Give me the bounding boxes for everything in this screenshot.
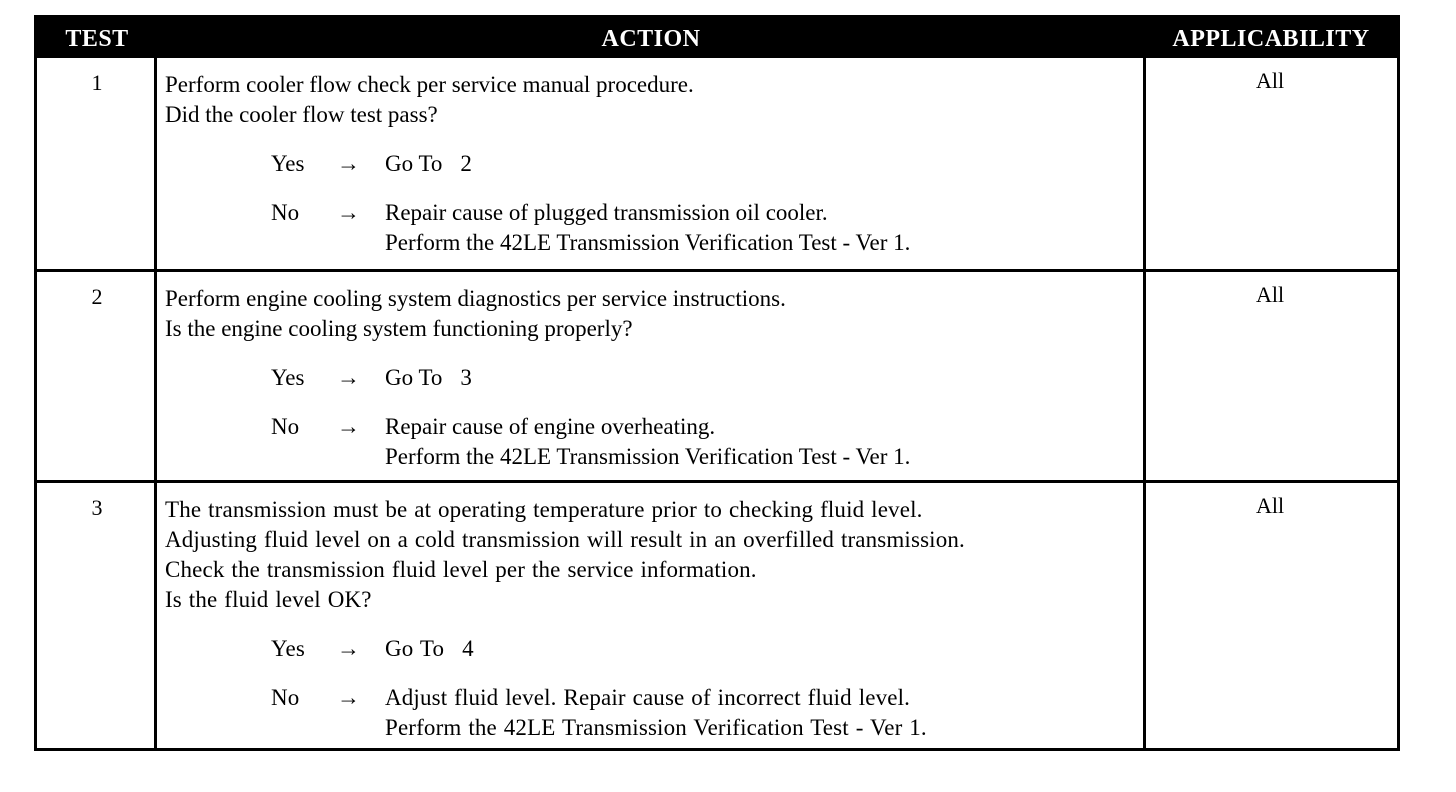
header-action: ACTION xyxy=(601,26,701,52)
table-row xyxy=(37,480,1397,748)
yes-result xyxy=(385,363,472,393)
no-result xyxy=(385,683,927,743)
yes-label: Yes xyxy=(271,365,305,390)
goto-text: Go To xyxy=(385,151,443,176)
no-branch xyxy=(165,412,1141,472)
no-branch xyxy=(165,683,1141,743)
no-result xyxy=(385,412,910,472)
header-applicability: APPLICABILITY xyxy=(1172,26,1370,52)
table-row xyxy=(37,269,1397,480)
no-result-line: Perform the 42LE Transmission Verification Test - Ver 1. xyxy=(385,715,927,740)
action-line: Perform engine cooling system diagnostics per service instructions. xyxy=(165,286,786,311)
yes-result xyxy=(385,634,474,664)
no-result-line: Repair cause of engine overheating. xyxy=(385,414,716,439)
yes-label: Yes xyxy=(271,151,305,176)
table-row xyxy=(37,58,1397,269)
test-number: 1 xyxy=(91,70,103,95)
yes-branch xyxy=(165,363,1141,393)
action-line: Is the fluid level OK? xyxy=(165,587,372,612)
diagnostic-table xyxy=(34,15,1400,751)
no-result-line: Adjust fluid level. Repair cause of incorrect fluid level. xyxy=(385,685,911,710)
table-header xyxy=(37,18,1397,58)
action-line: Check the transmission fluid level per the service information. xyxy=(165,557,757,582)
action-line: Perform cooler flow check per service manual procedure. xyxy=(165,72,694,97)
column-divider xyxy=(154,58,157,748)
no-result-line: Perform the 42LE Transmission Verification Test - Ver 1. xyxy=(385,444,911,469)
goto-target: 4 xyxy=(462,636,474,661)
arrow-icon: → xyxy=(337,365,360,390)
action-line: Is the engine cooling system functioning properly? xyxy=(165,316,633,341)
arrow-icon: → xyxy=(337,151,360,176)
yes-label: Yes xyxy=(271,636,305,661)
action-cell xyxy=(165,495,1141,743)
applicability-value: All xyxy=(1255,493,1285,518)
yes-result xyxy=(385,149,472,179)
test-number: 2 xyxy=(91,284,103,309)
no-result-line: Perform the 42LE Transmission Verification Test - Ver 1. xyxy=(385,230,911,255)
arrow-icon: → xyxy=(337,414,360,439)
arrow-icon: → xyxy=(337,636,361,661)
action-line: The transmission must be at operating temperature prior to checking fluid level. xyxy=(165,497,923,522)
goto-text: Go To xyxy=(385,365,443,390)
applicability-value: All xyxy=(1255,68,1285,93)
goto-text: Go To xyxy=(385,636,445,661)
no-label: No xyxy=(271,414,300,439)
goto-target: 2 xyxy=(460,151,472,176)
test-number: 3 xyxy=(91,495,103,520)
applicability-value: All xyxy=(1255,282,1285,307)
action-line: Adjusting fluid level on a cold transmission will result in an overfilled transmission. xyxy=(165,527,965,552)
no-result xyxy=(385,198,910,258)
action-cell xyxy=(165,284,1141,472)
action-line: Did the cooler flow test pass? xyxy=(165,102,438,127)
yes-branch xyxy=(165,149,1141,179)
goto-target: 3 xyxy=(460,365,472,390)
no-label: No xyxy=(271,200,300,225)
header-test: TEST xyxy=(65,26,129,52)
column-divider xyxy=(1143,58,1146,748)
no-branch xyxy=(165,198,1141,258)
no-result-line: Repair cause of plugged transmission oil cooler. xyxy=(385,200,828,225)
arrow-icon: → xyxy=(337,685,361,710)
action-cell xyxy=(165,70,1141,258)
yes-branch xyxy=(165,634,1141,664)
arrow-icon: → xyxy=(337,200,360,225)
no-label: No xyxy=(271,685,300,710)
